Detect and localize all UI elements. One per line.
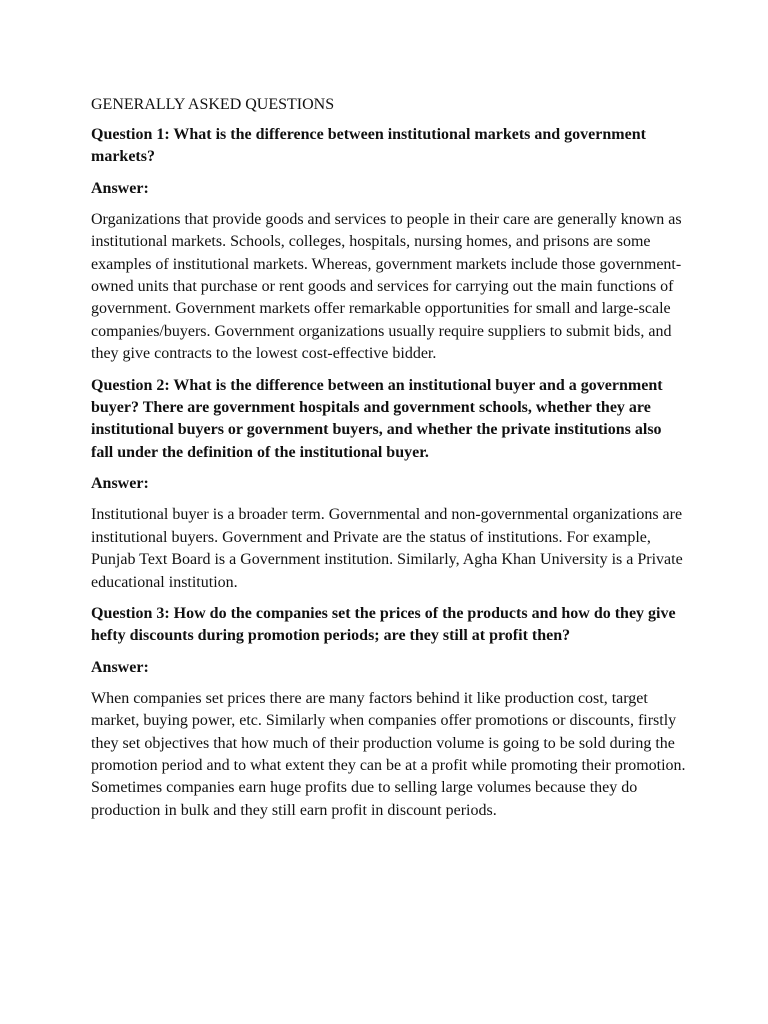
answer-2-label: Answer: (91, 475, 149, 493)
answer-3-text: When companies set prices there are many factors behind it like production cost, target market, buying power, etc. Similarly when companies offer promotions or discounts, firstly they set objectives that how much of their production volume is going to be sold during the promotion period and to what extent they can be at a profit while promoting their promotion. Sometimes companies earn huge profits due to selling large volumes because they do production in bulk and they still earn profit in discount periods. (91, 689, 686, 819)
document-heading: GENERALLY ASKED QUESTIONS (91, 96, 335, 113)
answer-3-label: Answer: (91, 658, 149, 676)
answer-1-label: Answer: (91, 179, 149, 197)
question-1: Question 1: What is the difference between institutional markets and government markets? (91, 126, 646, 166)
answer-2-text: Institutional buyer is a broader term. Governmental and non-governmental organizations are institutional buyers. Government and Private are the status of institutions. For example, Punjab Text Board is a Government institution. Similarly, Agha Khan University is a Private educational institution. (91, 506, 683, 591)
answer-1-text: Organizations that provide goods and services to people in their care are generally known as institutional markets. Schools, colleges, hospitals, nursing homes, and prisons are some examples of institutional markets. Whereas, government markets include those government-owned units that purchase or rent goods and services for carrying out the main functions of government. Government markets offer remarkable opportunities for small and large-scale companies/buyers. Government organizations usually require suppliers to submit bids, and they give contracts to the lowest cost-effective bidder. (91, 210, 682, 363)
question-2: Question 2: What is the difference between an institutional buyer and a government buyer? There are government hospitals and government schools, whether they are institutional buyers or government buyers, and whether the private institutions also fall under the definition of the institutional buyer. (91, 376, 663, 461)
question-3: Question 3: How do the companies set the prices of the products and how do they give hefty discounts during promotion periods; are they still at profit then? (91, 604, 676, 645)
